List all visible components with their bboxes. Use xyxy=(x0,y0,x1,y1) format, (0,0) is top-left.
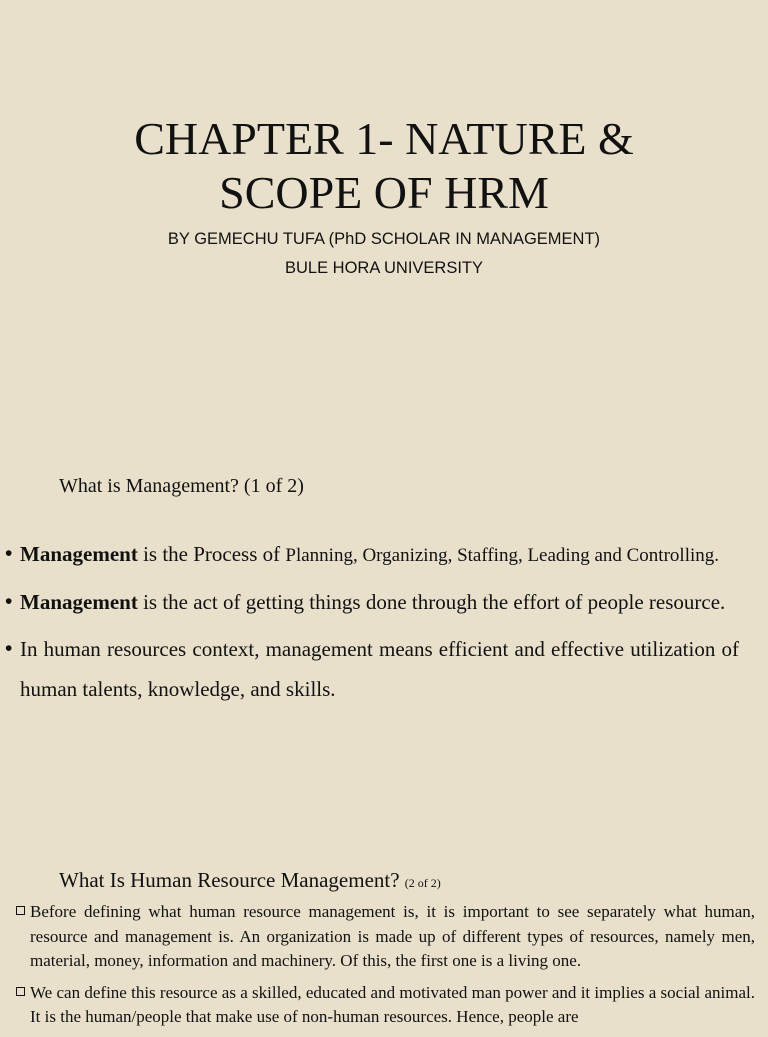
bullet-text: In human resources context, management means efficient and effective utilization of human talents, knowledge, and skills. xyxy=(20,637,739,701)
hrm-items xyxy=(0,900,768,1037)
bullet-icon: • xyxy=(5,590,13,613)
bullet-icon: • xyxy=(5,542,13,565)
item-text: Before defining what human resource management is, it is important to see separately what human, resource and management is. An organization is made up of different types of resources, namely men, material, money, information and machinery. Of this, the first one is a living one. xyxy=(30,902,755,970)
list-item xyxy=(0,629,768,709)
bullet-icon: • xyxy=(5,637,13,660)
author-line: BY GEMECHU TUFA (PhD SCHOLAR IN MANAGEMENT) xyxy=(167,230,601,248)
list-item xyxy=(0,535,768,575)
hrm-heading-text: What Is Human Resource Management? xyxy=(59,868,400,892)
list-item xyxy=(0,900,768,974)
chapter-title xyxy=(0,112,768,220)
bold-term: Management xyxy=(20,590,138,614)
checkbox-square-icon xyxy=(16,987,25,996)
hrm-heading xyxy=(59,868,441,893)
title-line-1: CHAPTER 1- NATURE & xyxy=(134,113,634,164)
title-line-2: SCOPE OF HRM xyxy=(219,167,549,218)
management-heading: What is Management? (1 of 2) xyxy=(59,475,304,497)
bold-term: Management xyxy=(20,542,138,566)
bullet-text: is the Process of xyxy=(137,542,286,566)
title-slide xyxy=(0,0,768,420)
institution-line: BULE HORA UNIVERSITY xyxy=(284,259,484,277)
bullet-text-rest: Planning, Organizing, Staffing, Leading and Controlling. xyxy=(285,545,719,566)
hrm-heading-suffix: (2 of 2) xyxy=(404,876,441,890)
item-text: We can define this resource as a skilled, educated and motivated man power and it implies a social animal. It is the human/people that make use of non-human resources. Hence, people are xyxy=(30,982,755,1026)
list-item xyxy=(0,981,768,1030)
list-item xyxy=(0,582,768,622)
management-bullets xyxy=(0,535,768,716)
bullet-text: is the act of getting things done through the effort of people resource. xyxy=(137,590,726,614)
checkbox-square-icon xyxy=(16,906,25,915)
